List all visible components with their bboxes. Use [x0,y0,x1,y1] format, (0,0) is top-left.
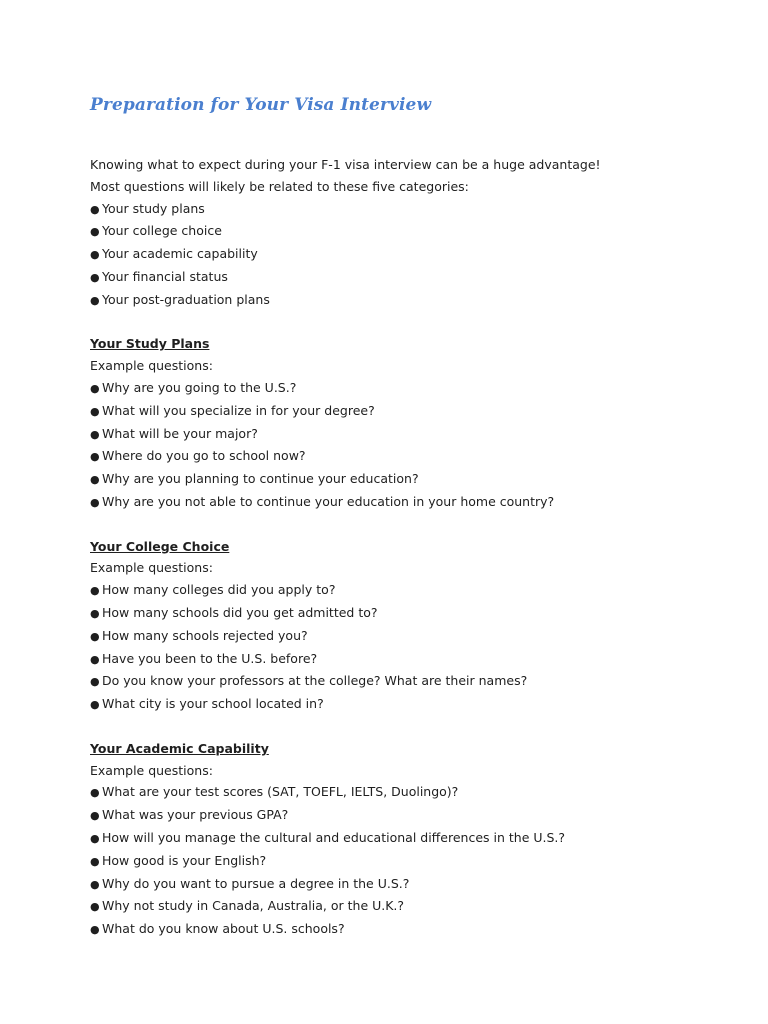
category-item [90,266,710,289]
section-college-choice [90,536,710,716]
document-title: Preparation for Your Visa Interview [90,95,432,115]
bullet-icon: ● [90,900,100,914]
question-text: What was your previous GPA? [102,807,289,823]
bullet-icon: ● [90,877,100,891]
bullet-icon: ● [90,606,100,620]
intro-block [90,154,710,312]
bullet-icon: ● [90,652,100,666]
question-list [90,579,710,716]
question-item [90,670,710,693]
bullet-icon: ● [90,584,100,598]
section-label: Example questions: [90,358,213,374]
question-list [90,377,710,514]
section-label: Example questions: [90,762,213,778]
intro-line: Most questions will likely be related to these five categories: [90,178,469,194]
category-item [90,243,710,266]
category-text: Your financial status [102,268,228,284]
bullet-icon: ● [90,450,100,464]
category-item [90,198,710,221]
question-text: Why are you going to the U.S.? [102,379,297,395]
question-item [90,850,710,873]
bullet-icon: ● [90,293,100,307]
bullet-icon: ● [90,629,100,643]
section-academic-capability [90,738,710,941]
question-item [90,423,710,446]
bullet-icon: ● [90,698,100,712]
question-item [90,918,710,941]
question-list [90,781,710,941]
section-heading: Your Academic Capability [90,740,269,756]
bullet-icon: ● [90,248,100,262]
bullet-icon: ● [90,225,100,239]
question-item [90,491,710,514]
question-item [90,693,710,716]
question-text: How will you manage the cultural and educational differences in the U.S.? [102,829,566,845]
category-text: Your college choice [102,223,222,239]
question-item [90,602,710,625]
question-item [90,400,710,423]
bullet-icon: ● [90,495,100,509]
document-content [90,92,710,941]
bullet-icon: ● [90,809,100,823]
question-text: What city is your school located in? [102,696,324,712]
question-text: What do you know about U.S. schools? [102,921,345,937]
question-item [90,377,710,400]
bullet-icon: ● [90,923,100,937]
bullet-icon: ● [90,831,100,845]
category-text: Your post-graduation plans [102,291,270,307]
question-text: Why are you planning to continue your education? [102,471,419,487]
intro-line: Knowing what to expect during your F-1 visa interview can be a huge advantage! [90,157,601,172]
bullet-icon: ● [90,473,100,487]
bullet-icon: ● [90,381,100,395]
section-heading: Your College Choice [90,538,230,554]
question-item [90,445,710,468]
question-item [90,648,710,671]
question-text: How many colleges did you apply to? [102,582,336,598]
bullet-icon: ● [90,786,100,800]
question-item [90,827,710,850]
bullet-icon: ● [90,202,100,216]
question-text: Why do you want to pursue a degree in the U.S.? [102,875,410,891]
question-text: What are your test scores (SAT, TOEFL, IELTS, Duolingo)? [102,784,459,800]
bullet-icon: ● [90,675,100,689]
question-item [90,873,710,896]
bullet-icon: ● [90,270,100,284]
section-label: Example questions: [90,560,213,576]
question-item [90,781,710,804]
category-list [90,198,710,312]
question-item [90,804,710,827]
category-item [90,220,710,243]
category-text: Your academic capability [102,246,258,262]
bullet-icon: ● [90,854,100,868]
question-text: What will be your major? [102,425,258,441]
question-text: How many schools did you get admitted to? [102,604,378,620]
bullet-icon: ● [90,404,100,418]
question-text: How many schools rejected you? [102,627,308,643]
question-item [90,625,710,648]
bullet-icon: ● [90,427,100,441]
question-text: Where do you go to school now? [102,448,306,464]
question-text: Why are you not able to continue your education in your home country? [102,493,555,509]
question-text: Why not study in Canada, Australia, or the U.K.? [102,898,405,914]
section-study-plans [90,333,710,513]
category-item [90,289,710,312]
question-text: Have you been to the U.S. before? [102,650,318,666]
category-text: Your study plans [102,200,205,216]
section-heading: Your Study Plans [90,336,210,352]
question-item [90,468,710,491]
question-text: Do you know your professors at the college? What are their names? [102,673,528,689]
question-item [90,895,710,918]
question-item [90,579,710,602]
question-text: How good is your English? [102,852,267,868]
question-text: What will you specialize in for your degree? [102,402,375,418]
